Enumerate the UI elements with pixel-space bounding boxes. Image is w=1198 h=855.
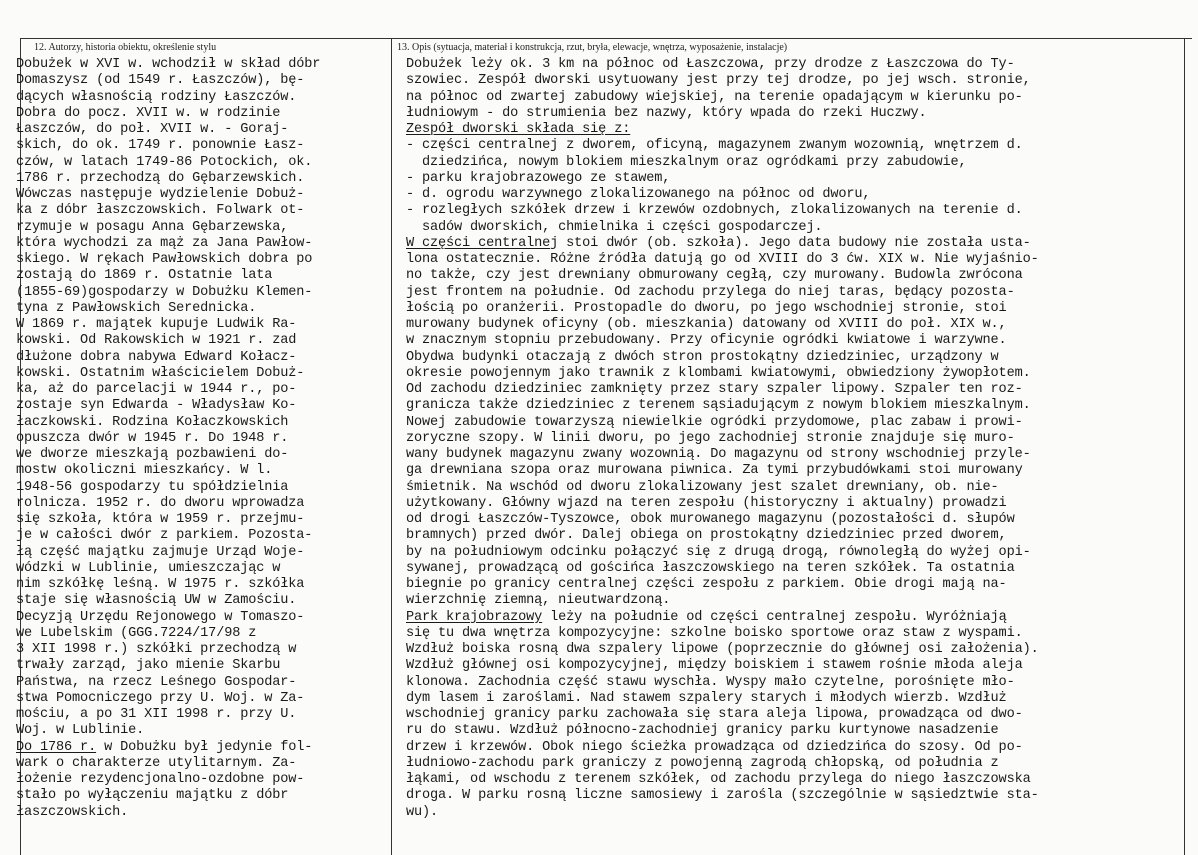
- text-line: 1786 r. przechodzą do Gębarzewskich.: [16, 170, 305, 186]
- text-line: stwa Pomocniczego przy U. Woj. w Za-: [16, 690, 305, 706]
- text-line: rzymuje w posagu Anna Gębarzewska,: [16, 219, 289, 235]
- text-line: trwały zarząd, jako mienie Skarbu: [16, 658, 281, 674]
- text-line: Decyzją Urzędu Rejonowego w Tomaszo-: [16, 609, 305, 625]
- text-line: ka z dóbr łaszczowskich. Folwark ot-: [16, 203, 305, 219]
- text-line: 3 XII 1998 r.) szkółki przechodzą w: [16, 642, 297, 657]
- text-line: Wówczas następuje wydzielenie Dobuż-: [16, 187, 305, 202]
- text-line: wark o charakterze utylitarnym. Za-: [16, 755, 297, 771]
- text-line: okresie powojennym jako trawnik z klombami kwiatowymi, obwiedziony żywopłotem.: [406, 365, 1031, 381]
- text-line: łaszczowskich.: [16, 804, 129, 820]
- text-line: - rozległych szkółek drzew i krzewów ozdobnych, zlokalizowanych na terenie d.: [406, 203, 1023, 219]
- text-line: dziedzińca, nowym blokiem mieszkalnym oraz ogródkami przy zabudowie,: [406, 154, 967, 170]
- text-line: nim szkółkę leśną. W 1975 r. szkółka: [16, 577, 305, 592]
- text-line: no także, czy jest drewniany obmurowany cegłą, czy murowany. Budowla zwrócona: [406, 268, 1023, 284]
- text-line: Dobużek leży ok. 3 km na północ od Łaszczowa, przy drodze z Łaszczowa do Ty-: [406, 57, 1015, 72]
- text-line: na północ od zwartej zabudowy wiejskiej, na terenie opadającym w kierunku po-: [406, 89, 1023, 105]
- text-line: - części centralnej z dworem, oficyną, magazynem zwanym wozownią, wnętrzem d.: [406, 138, 1023, 154]
- text-line: łąkami, od wschodu z terenem szkółek, od zachodu przylega do niego łaszczowska: [406, 772, 1031, 787]
- text-line: droga. W parku rosną liczne samosiewy i zarośla (szczególnie w sąsiedztwie sta-: [406, 788, 1039, 804]
- text-line: drzew i krzewów. Obok niego ścieżka prowadząca od dziedzińca do szosy. Od po-: [406, 739, 1023, 755]
- text-line: kowski. Ostatnim właścicielem Dobuż-: [16, 365, 305, 381]
- text-line: się tu dwa wnętrza kompozycyjne: szkolne boisko sportowe oraz staw z wyspami.: [406, 625, 1023, 641]
- text-line: bramnych) przed dwór. Dalej obiega on prostokątny dziedziniec przed dworem,: [406, 528, 1007, 544]
- text-line: Nowej zabudowie towarzyszą niewielkie ogródki przydomowe, plac zabaw i prowi-: [406, 414, 1023, 430]
- text-line: Łaszczów, do poł. XVII w. - Goraj-: [16, 122, 289, 137]
- text-line: 1948-56 gospodarzy tu spółdzielnia: [16, 479, 289, 495]
- text-line: Wzdłuż boiska rosną dwa szpalery lipowe (poprzecznie do głównej osi założenia).: [406, 642, 1039, 657]
- section-13-header: 13. Opis (sytuacja, materiał i konstrukcja, rzut, bryła, elewacje, wnętrza, wyposażenie, instalacje): [397, 42, 788, 53]
- text-line: sywanej, prowadzącą od gościńca łaszczowskiego na teren szkółek. Ta ostatnia: [406, 560, 1015, 576]
- text-line: je w całości dwór z parkiem. Pozosta-: [16, 528, 313, 544]
- text-line: dym lasem i zaroślami. Nad stawem szpalery starych i młodych wierzb. Wzdłuż: [406, 690, 1007, 706]
- description-column: [406, 57, 1191, 821]
- text-line: Dobużek w XVI w. wchodził w skład dóbr: [16, 57, 321, 72]
- text-line: użytkowany. Główny wjazd na teren zespołu (historyczny i aktualny) prowadzi: [406, 495, 1007, 511]
- text-line: tyna z Pawłowskich Serednicka.: [16, 300, 257, 316]
- text-line: granicza także dziedziniec z terenem sąsiadującym z nowym blokiem mieszkalnym.: [406, 398, 1031, 414]
- text-line: Park krajobrazowy leży na południe od części centralnej zespołu. Wyróżniają: [406, 609, 1007, 625]
- text-line: Zespół dworski składa się z:: [406, 122, 631, 137]
- text-line: skiego. W rękach Pawłowskich dobra po: [16, 252, 313, 267]
- text-line: łudniowym - do strumienia bez nazwy, który wpada do rzeki Huczwy.: [406, 105, 927, 121]
- text-line: mostw okoliczni mieszkańcy. W l.: [16, 463, 273, 479]
- text-line: kowski. Od Rakowskich w 1921 r. zad: [16, 333, 297, 349]
- column-divider: [391, 38, 392, 855]
- text-line: sadów dworskich, chmielnika i części gospodarczej.: [406, 219, 823, 235]
- text-line: klonowa. Zachodnia część stawu wyschła. Wyspy mało czytelne, porośnięte mło-: [406, 674, 1015, 690]
- text-line: (1855-69)gospodarzy w Dobużku Klemen-: [16, 284, 313, 300]
- text-line: we Lubelskim (GGG.7224/17/98 z: [16, 625, 257, 641]
- text-line: Obydwa budynki otaczają z dwóch stron prostokątny dziedziniec, urządzony w: [406, 349, 999, 365]
- section-12-header: 12. Autorzy, historia obiektu, określenie stylu: [34, 42, 217, 53]
- text-line: biegnie po granicy centralnej części zespołu z parkiem. Obie drogi mają na-: [406, 577, 1007, 592]
- text-line: Do 1786 r. w Dobużku był jedynie fol-: [16, 739, 313, 755]
- text-line: ru do stawu. Wzdłuż północno-zachodniej granicy parku kurtynowe nasadzenie: [406, 723, 999, 739]
- text-line: W 1869 r. majątek kupuje Ludwik Ra-: [16, 317, 297, 332]
- text-line: stało po wyłączeniu majątku z dóbr: [16, 788, 289, 804]
- text-line: opuszcza dwór w 1945 r. Do 1948 r.: [16, 430, 289, 446]
- text-line: murowany budynek oficyny (ob. mieszkania) datowany od XVIII do poł. XIX w.,: [406, 317, 1007, 332]
- text-line: Dobra do pocz. XVII w. w rodzinie: [16, 105, 281, 121]
- text-line: w znacznym stopniu przebudowany. Przy oficynie ogródki kwiatowe i warzywne.: [406, 333, 1007, 349]
- text-line: by na południowym odcinku połączyć się z drugą drogą, równoległą do wyżej opi-: [406, 544, 1031, 560]
- text-line: łudniowo-zachodu park graniczy z powojenną zagrodą chłopską, od południa z: [406, 755, 999, 771]
- text-line: Domaszysz (od 1549 r. Łaszczów), bę-: [16, 73, 305, 89]
- text-line: wódzki w Lublinie, umieszczając w: [16, 560, 281, 576]
- text-line: się szkoła, która w 1959 r. przejmu-: [16, 512, 305, 527]
- text-line: W części centralnej stoi dwór (ob. szkoła). Jego data budowy nie została usta-: [406, 235, 1031, 251]
- text-line: dłużone dobra nabywa Edward Kołacz-: [16, 349, 297, 365]
- text-line: Wzdłuż głównej osi kompozycyjnej, między boiskiem i stawem rośnie młoda aleja: [406, 658, 1023, 674]
- text-line: szowiec. Zespół dworski usytuowany jest przy tej drodze, po jej wsch. stronie,: [406, 73, 1031, 89]
- text-line: wschodniej granicy parku zachowała się stara aleja lipowa, prowadząca od dwo-: [406, 707, 1023, 722]
- text-line: rolnicza. 1952 r. do dworu wprowadza: [16, 495, 305, 511]
- text-line: łaczkowski. Rodzina Kołaczkowskich: [16, 414, 289, 430]
- text-line: - parku krajobrazowego ze stawem,: [406, 170, 671, 186]
- text-line: od drogi Łaszczów-Tyszowce, obok murowanego magazynu (pozostałości d. słupów: [406, 512, 1015, 527]
- text-line: wu).: [406, 804, 439, 820]
- text-line: lona ostatecznie. Różne źródła datują go od XVIII do 3 ćw. XIX w. Nie wyjaśnio-: [406, 252, 1039, 267]
- text-line: Państwa, na rzecz Leśnego Gospodar-: [16, 674, 297, 690]
- text-line: staje się własnością UW w Zamościu.: [16, 593, 297, 609]
- text-line: Woj. w Lublinie.: [16, 723, 145, 739]
- text-line: skich, do ok. 1749 r. ponownie Łasz-: [16, 138, 305, 154]
- text-line: zostaje syn Edwarda - Władysław Ko-: [16, 398, 297, 414]
- history-column: [16, 57, 390, 821]
- text-line: łożenie rezydencjonalno-ozdobne pow-: [16, 772, 305, 787]
- text-line: która wychodzi za mąż za Jana Pawłow-: [16, 235, 313, 251]
- text-line: Od zachodu dziedziniec zamknięty przez stary szpaler lipowy. Szpaler ten roz-: [406, 382, 1023, 397]
- text-line: - d. ogrodu warzywnego zlokalizowanego na północ od dworu,: [406, 187, 871, 202]
- text-line: dących własnością rodziny Łaszczów.: [16, 89, 297, 105]
- text-line: łością po oranżerii. Prostopadle do dworu, po jego wschodniej stronie, stoi: [406, 300, 1007, 316]
- text-line: jest frontem na południe. Od zachodu przylega do niej taras, będący pozosta-: [406, 284, 1015, 300]
- text-line: zostają do 1869 r. Ostatnie lata: [16, 268, 273, 284]
- text-line: wany budynek magazynu zwany wozownią. Do magazynu od strony wschodniej przyle-: [406, 447, 1031, 462]
- text-line: czów, w latach 1749-86 Potockich, ok.: [16, 154, 313, 170]
- text-line: zoryczne szopy. W linii dworu, po jego zachodniej stronie znajduje się muro-: [406, 430, 1015, 446]
- text-line: łą część majątku zajmuje Urząd Woje-: [16, 544, 305, 560]
- table-top-border: [20, 38, 1192, 39]
- text-line: śmietnik. Na wschód od dworu zlokalizowany jest szalet drewniany, ob. nie-: [406, 479, 999, 495]
- text-line: mościu, a po 31 XII 1998 r. przy U.: [16, 707, 297, 722]
- text-line: wierzchnię ziemną, nieutwardzoną.: [406, 593, 671, 609]
- text-line: ga drewniana szopa oraz murowana piwnica. Za tymi przybudówkami stoi murowany: [406, 463, 1023, 479]
- text-line: ka, aż do parcelacji w 1944 r., po-: [16, 382, 297, 397]
- text-line: we dworze mieszkają pozbawieni do-: [16, 447, 289, 462]
